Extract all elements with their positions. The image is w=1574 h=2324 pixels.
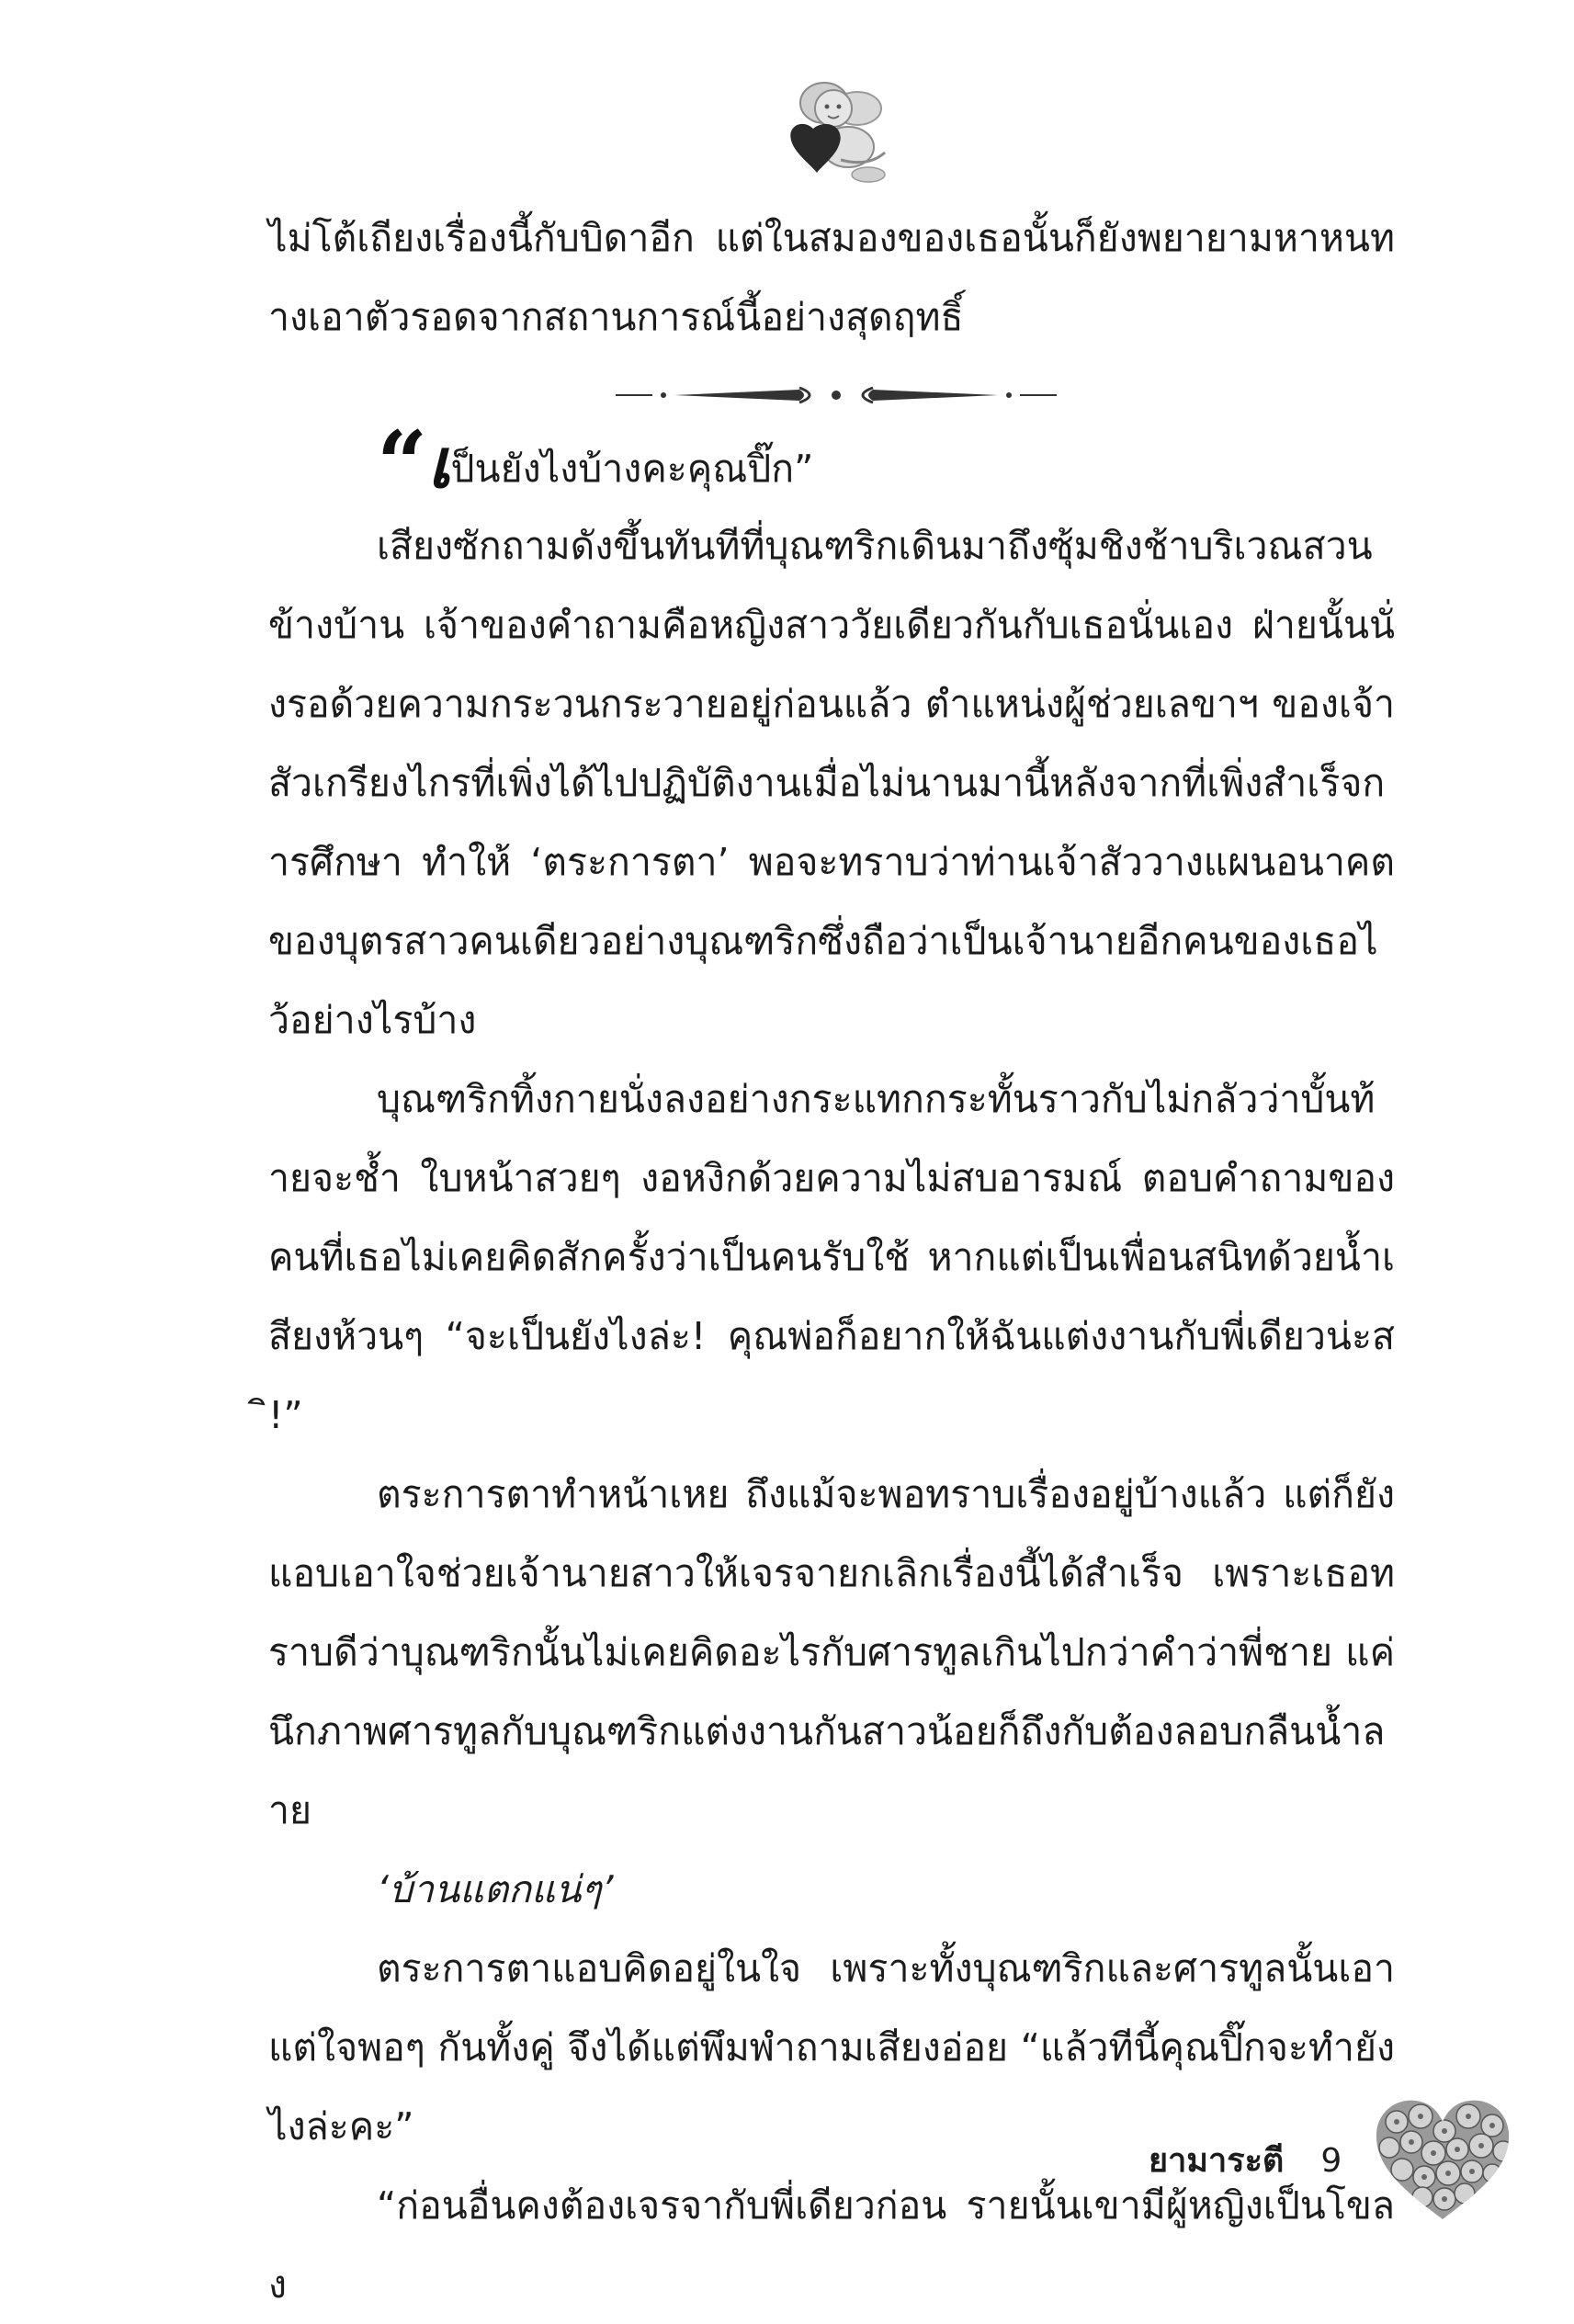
paragraph-thought: ‘บ้านแตกแน่ๆ’ — [377, 1867, 614, 1911]
paragraph-text: “ก่อนอื่นคงต้องเจรจากับพี่เดียวก่อน รายนั้นเขามีผู้หญิงเป็นโขลง — [268, 2183, 1395, 2307]
page-footer — [1149, 2134, 1342, 2189]
cupid-with-heart-icon — [776, 72, 896, 191]
chapter-opening-line — [377, 412, 814, 516]
paragraph-text: ตระการตาแอบคิดอยู่ในใจ เพราะทั้งบุณฑริกและศารทูลนั้นเอาแต่ใจพอๆ กันทั้งคู่ จึงได้แต่พึมพำถามเสียงอ่อย “แล้วทีนี้คุณปิ๊กจะทำยังไงล่ะคะ” — [268, 1946, 1395, 2148]
opening-text: ป็นยังไงบ้างคะคุณปิ๊ก” — [450, 447, 814, 491]
paragraph-text: บุณฑริกทิ้งกายนั่งลงอย่างกระแทกกระทั้นราวกับไม่กลัวว่าบั้นท้ายจะช้ำ ใบหน้าสวยๆ งอหงิกด้วยความไม่สบอารมณ์ ตอบคำถามของคนที่เธอไม่เคยคิดสักครั้งว่าเป็นคนรับใช้ หากแต่เป็นเพื่อนสนิทด้วยน้ำเสียงห้วนๆ “จะเป็นยังไงล่ะ! คุณพ่อก็อยากให้ฉันแต่งงานกับพี่เดียวน่ะสิ!” — [268, 1077, 1395, 1437]
flower-heart-icon — [1369, 2091, 1516, 2228]
opening-quote-mark: “ — [377, 412, 428, 516]
page-number: 9 — [1320, 2142, 1342, 2180]
ornamental-divider-icon — [616, 377, 1057, 414]
book-title: ยามาระตี — [1149, 2142, 1285, 2180]
paragraph-text: ไม่โต้เถียงเรื่องนี้กับบิดาอีก แต่ในสมองของเธอนั้นก็ยังพยายามหาหนทางเอาตัวรอดจากสถานการณ์นี้อย่างสุดฤทธิ์ — [268, 216, 1395, 339]
paragraph-text: ตระการตาทำหน้าเหย ถึงแม้จะพอทราบเรื่องอยู่บ้างแล้ว แต่ก็ยังแอบเอาใจช่วยเจ้านายสาวให้เจรจายกเลิกเรื่องนี้ได้สำเร็จ เพราะเธอทราบดีว่าบุณฑริกนั้นไม่เคยคิดอะไรกับศารทูลเกินไปกว่าคำว่าพี่ชาย แค่นึกภาพศารทูลกับบุณฑริกแต่งงานกันสาวน้อยก็ถึงกับต้องลอบกลืนน้ำลาย — [268, 1472, 1395, 1832]
drop-cap: เ — [427, 425, 451, 504]
body-text — [268, 506, 1395, 2324]
paragraph-text: เสียงซักถามดังขึ้นทันทีที่บุณฑริกเดินมาถึงซุ้มชิงช้าบริเวณสวนข้างบ้าน เจ้าของคำถามคือหญิงสาววัยเดียวกันกับเธอนั่นเอง ฝ่ายนั้นนั่งรอด้วยความกระวนกระวายอยู่ก่อนแล้ว ตำแหน่งผู้ช่วยเลขาฯ ของเจ้าสัวเกรียงไกรที่เพิ่งได้ไปปฏิบัติงานเมื่อไม่นานมานี้หลังจากที่เพิ่งสำเร็จการศึกษา ทำให้ ‘ตระการตา’ พอจะทราบว่าท่านเจ้าสัววางแผนอนาคตของบุตรสาวคนเดียวอย่างบุณฑริกซึ่งถือว่าเป็นเจ้านายอีกคนของเธอไว้อย่างไรบ้าง — [268, 524, 1395, 1042]
paragraph-continuation — [268, 198, 1395, 357]
